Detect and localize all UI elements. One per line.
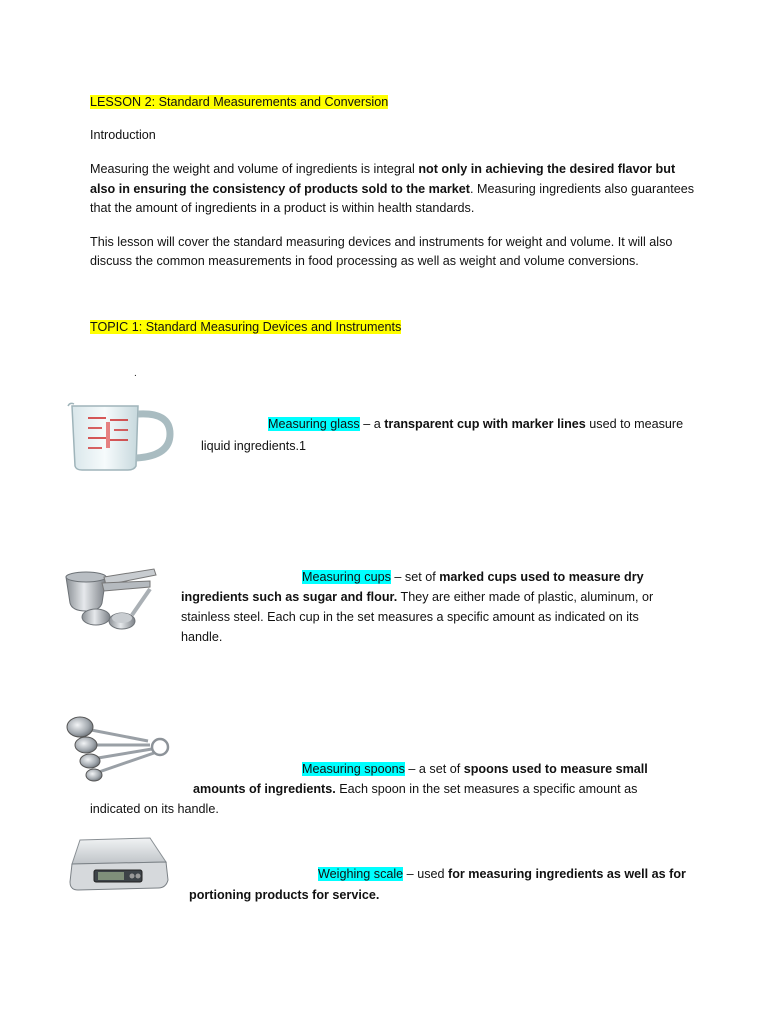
item2-bold1: marked cups used to measure dry (439, 570, 644, 584)
item4-line2 (189, 885, 379, 905)
topic-heading (90, 317, 401, 337)
item2-line4: handle. (181, 630, 223, 644)
intro-heading: Introduction (90, 128, 156, 142)
intro-p2-line1: This lesson will cover the standard measuring devices and instruments for weight and volume. It will also (90, 235, 673, 249)
item3-line1 (302, 759, 648, 779)
item2-line2 (181, 587, 653, 607)
item1-line1 (268, 414, 683, 434)
item4-term: Weighing scale (318, 867, 404, 881)
item4-bold1: for measuring ingredients as well as for (448, 867, 686, 881)
lesson-heading (90, 92, 388, 112)
item1-rest: used to measure (585, 417, 684, 431)
intro-p1-line3: that the amount of ingredients in a product is within health standards. (90, 201, 475, 215)
item2-bold2: ingredients such as sugar and flour. (181, 590, 398, 604)
item1-dash: – a (359, 417, 385, 431)
intro-p1-line2 (90, 179, 694, 199)
item1-line2: liquid ingredients.1 (201, 439, 307, 453)
item3-bold2: amounts of ingredients. (193, 782, 336, 796)
lesson-heading-text: LESSON 2: Standard Measurements and Conversion (90, 95, 389, 109)
item2-rest2: They are either made of plastic, aluminum, or (397, 590, 654, 604)
topic-heading-text: TOPIC 1: Standard Measuring Devices and Instruments (90, 320, 402, 334)
stray-dot: . (134, 368, 137, 379)
item2-line3: stainless steel. Each cup in the set measures a specific amount as indicated on its (181, 610, 639, 624)
weighing-scale-image (66, 834, 170, 894)
item3-dash: – a set of (404, 762, 464, 776)
measuring-glass-image (66, 400, 176, 470)
item4-bold2: portioning products for service. (189, 888, 380, 902)
item3-rest2: Each spoon in the set measures a specific amount as (335, 782, 638, 796)
measuring-cups-image (62, 563, 162, 635)
intro-p1-bold-1: not only in achieving the desired flavor but (418, 162, 676, 176)
item3-bold1: spoons used to measure small (463, 762, 648, 776)
intro-p1-text-c: . Measuring ingredients also guarantees (469, 182, 695, 196)
item2-dash: – set of (390, 570, 440, 584)
item3-term: Measuring spoons (302, 762, 405, 776)
item1-term: Measuring glass (268, 417, 360, 431)
intro-p1-line1 (90, 159, 675, 179)
measuring-spoons-image (64, 715, 174, 791)
intro-p1-text-a: Measuring the weight and volume of ingredients is integral (90, 162, 419, 176)
intro-p2-line2: discuss the common measurements in food processing as well as weight and volume conversions. (90, 254, 639, 268)
item4-line1 (318, 864, 686, 884)
item2-line1 (302, 567, 644, 587)
item4-dash: – used (403, 867, 448, 881)
item3-line2 (193, 779, 637, 799)
item1-bold: transparent cup with marker lines (384, 417, 586, 431)
item2-term: Measuring cups (302, 570, 391, 584)
intro-p1-bold-2: also in ensuring the consistency of products sold to the market (90, 182, 470, 196)
item3-line3: indicated on its handle. (90, 802, 219, 816)
